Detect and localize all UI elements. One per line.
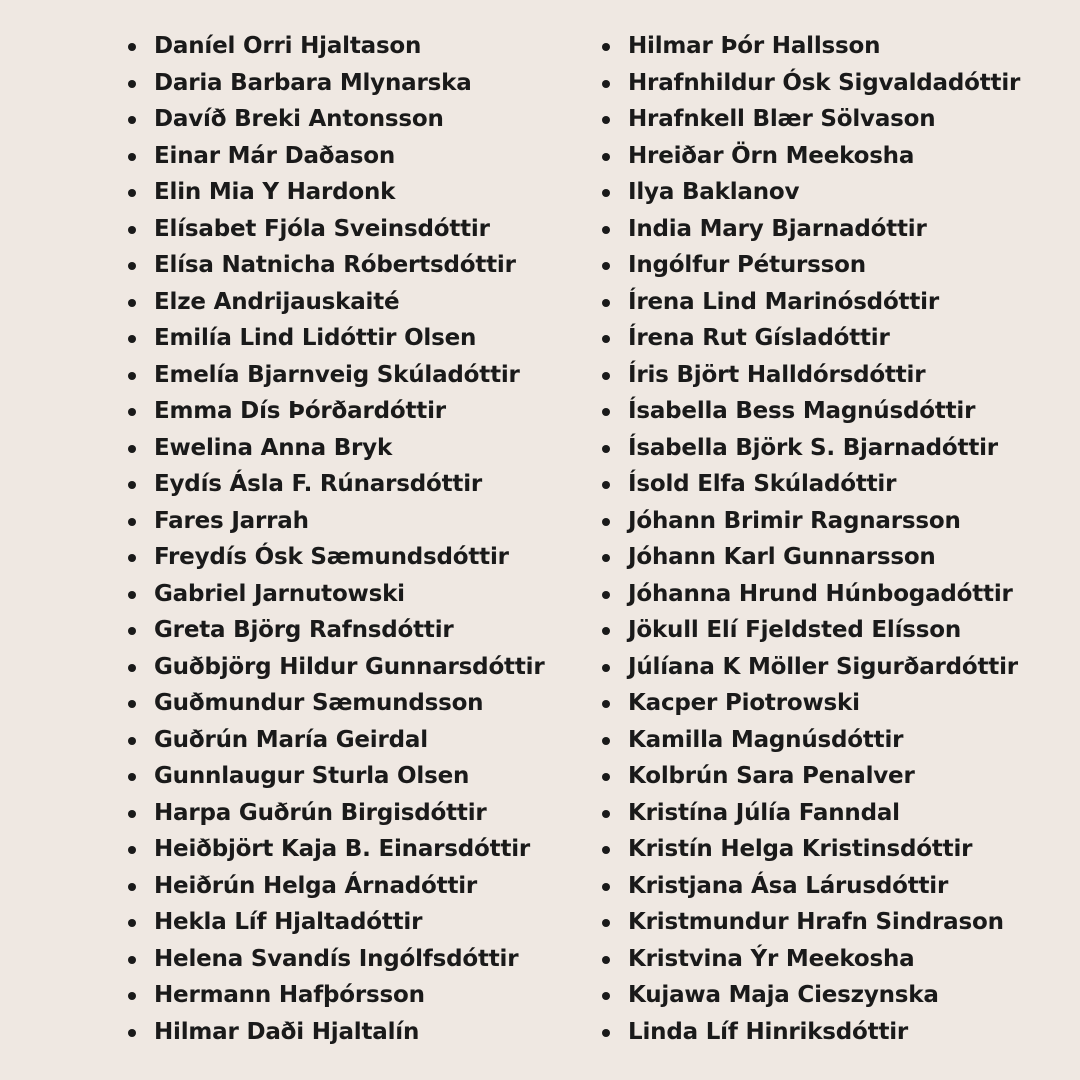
name-list-right (600, 28, 1020, 1050)
name-list-item: Gabriel Jarnutowski (126, 576, 544, 613)
name-list-item: Jóhann Brimir Ragnarsson (600, 503, 1020, 540)
name-list-left (126, 28, 544, 1050)
name-list-item: Hermann Hafþórsson (126, 977, 544, 1014)
name-list-item: Eydís Ásla F. Rúnarsdóttir (126, 466, 544, 503)
name-list-item: Heiðrún Helga Árnadóttir (126, 868, 544, 905)
name-list-item: Davíð Breki Antonsson (126, 101, 544, 138)
name-list-item: Fares Jarrah (126, 503, 544, 540)
name-list-item: Guðbjörg Hildur Gunnarsdóttir (126, 649, 544, 686)
name-list-item: Hrafnkell Blær Sölvason (600, 101, 1020, 138)
name-list-item: Ísabella Bess Magnúsdóttir (600, 393, 1020, 430)
name-list-item: Elin Mia Y Hardonk (126, 174, 544, 211)
name-list-item: Ewelina Anna Bryk (126, 430, 544, 467)
name-list-item: Gunnlaugur Sturla Olsen (126, 758, 544, 795)
name-list-item: Kolbrún Sara Penalver (600, 758, 1020, 795)
name-list-item: India Mary Bjarnadóttir (600, 211, 1020, 248)
name-list-item: Daníel Orri Hjaltason (126, 28, 544, 65)
name-list-item: Ingólfur Pétursson (600, 247, 1020, 284)
name-list-item: Freydís Ósk Sæmundsdóttir (126, 539, 544, 576)
name-list-item: Ísabella Björk S. Bjarnadóttir (600, 430, 1020, 467)
name-list-item: Hilmar Þór Hallsson (600, 28, 1020, 65)
name-list-item: Guðmundur Sæmundsson (126, 685, 544, 722)
name-list-item: Heiðbjört Kaja B. Einarsdóttir (126, 831, 544, 868)
name-list-item: Emma Dís Þórðardóttir (126, 393, 544, 430)
name-list-item: Elísa Natnicha Róbertsdóttir (126, 247, 544, 284)
name-list-item: Greta Björg Rafnsdóttir (126, 612, 544, 649)
name-list-item: Jóhanna Hrund Húnbogadóttir (600, 576, 1020, 613)
name-list-item: Helena Svandís Ingólfsdóttir (126, 941, 544, 978)
name-list-item: Elze Andrijauskaité (126, 284, 544, 321)
name-list-item: Ísold Elfa Skúladóttir (600, 466, 1020, 503)
name-list-item: Linda Líf Hinriksdóttir (600, 1014, 1020, 1051)
name-list-item: Harpa Guðrún Birgisdóttir (126, 795, 544, 832)
name-list-item: Jóhann Karl Gunnarsson (600, 539, 1020, 576)
name-list-item: Kristína Júlía Fanndal (600, 795, 1020, 832)
name-list-item: Ilya Baklanov (600, 174, 1020, 211)
name-list-item: Daria Barbara Mlynarska (126, 65, 544, 102)
name-list-item: Kristvina Ýr Meekosha (600, 941, 1020, 978)
name-list-item: Hekla Líf Hjaltadóttir (126, 904, 544, 941)
name-list-item: Einar Már Daðason (126, 138, 544, 175)
name-list-item: Írena Lind Marinósdóttir (600, 284, 1020, 321)
name-list-item: Kristjana Ása Lárusdóttir (600, 868, 1020, 905)
name-list-item: Hreiðar Örn Meekosha (600, 138, 1020, 175)
name-list-item: Kamilla Magnúsdóttir (600, 722, 1020, 759)
name-list-item: Íris Björt Halldórsdóttir (600, 357, 1020, 394)
name-list-item: Kristmundur Hrafn Sindrason (600, 904, 1020, 941)
name-list-item: Kacper Piotrowski (600, 685, 1020, 722)
name-list-item: Jökull Elí Fjeldsted Elísson (600, 612, 1020, 649)
name-list-item: Írena Rut Gísladóttir (600, 320, 1020, 357)
name-list-item: Emelía Bjarnveig Skúladóttir (126, 357, 544, 394)
name-list-item: Júlíana K Möller Sigurðardóttir (600, 649, 1020, 686)
name-list-item: Hrafnhildur Ósk Sigvaldadóttir (600, 65, 1020, 102)
name-list-item: Guðrún María Geirdal (126, 722, 544, 759)
name-list-item: Emilía Lind Lidóttir Olsen (126, 320, 544, 357)
name-list-item: Kujawa Maja Cieszynska (600, 977, 1020, 1014)
name-list-item: Elísabet Fjóla Sveinsdóttir (126, 211, 544, 248)
name-list-item: Kristín Helga Kristinsdóttir (600, 831, 1020, 868)
name-list-item: Hilmar Daði Hjaltalín (126, 1014, 544, 1051)
